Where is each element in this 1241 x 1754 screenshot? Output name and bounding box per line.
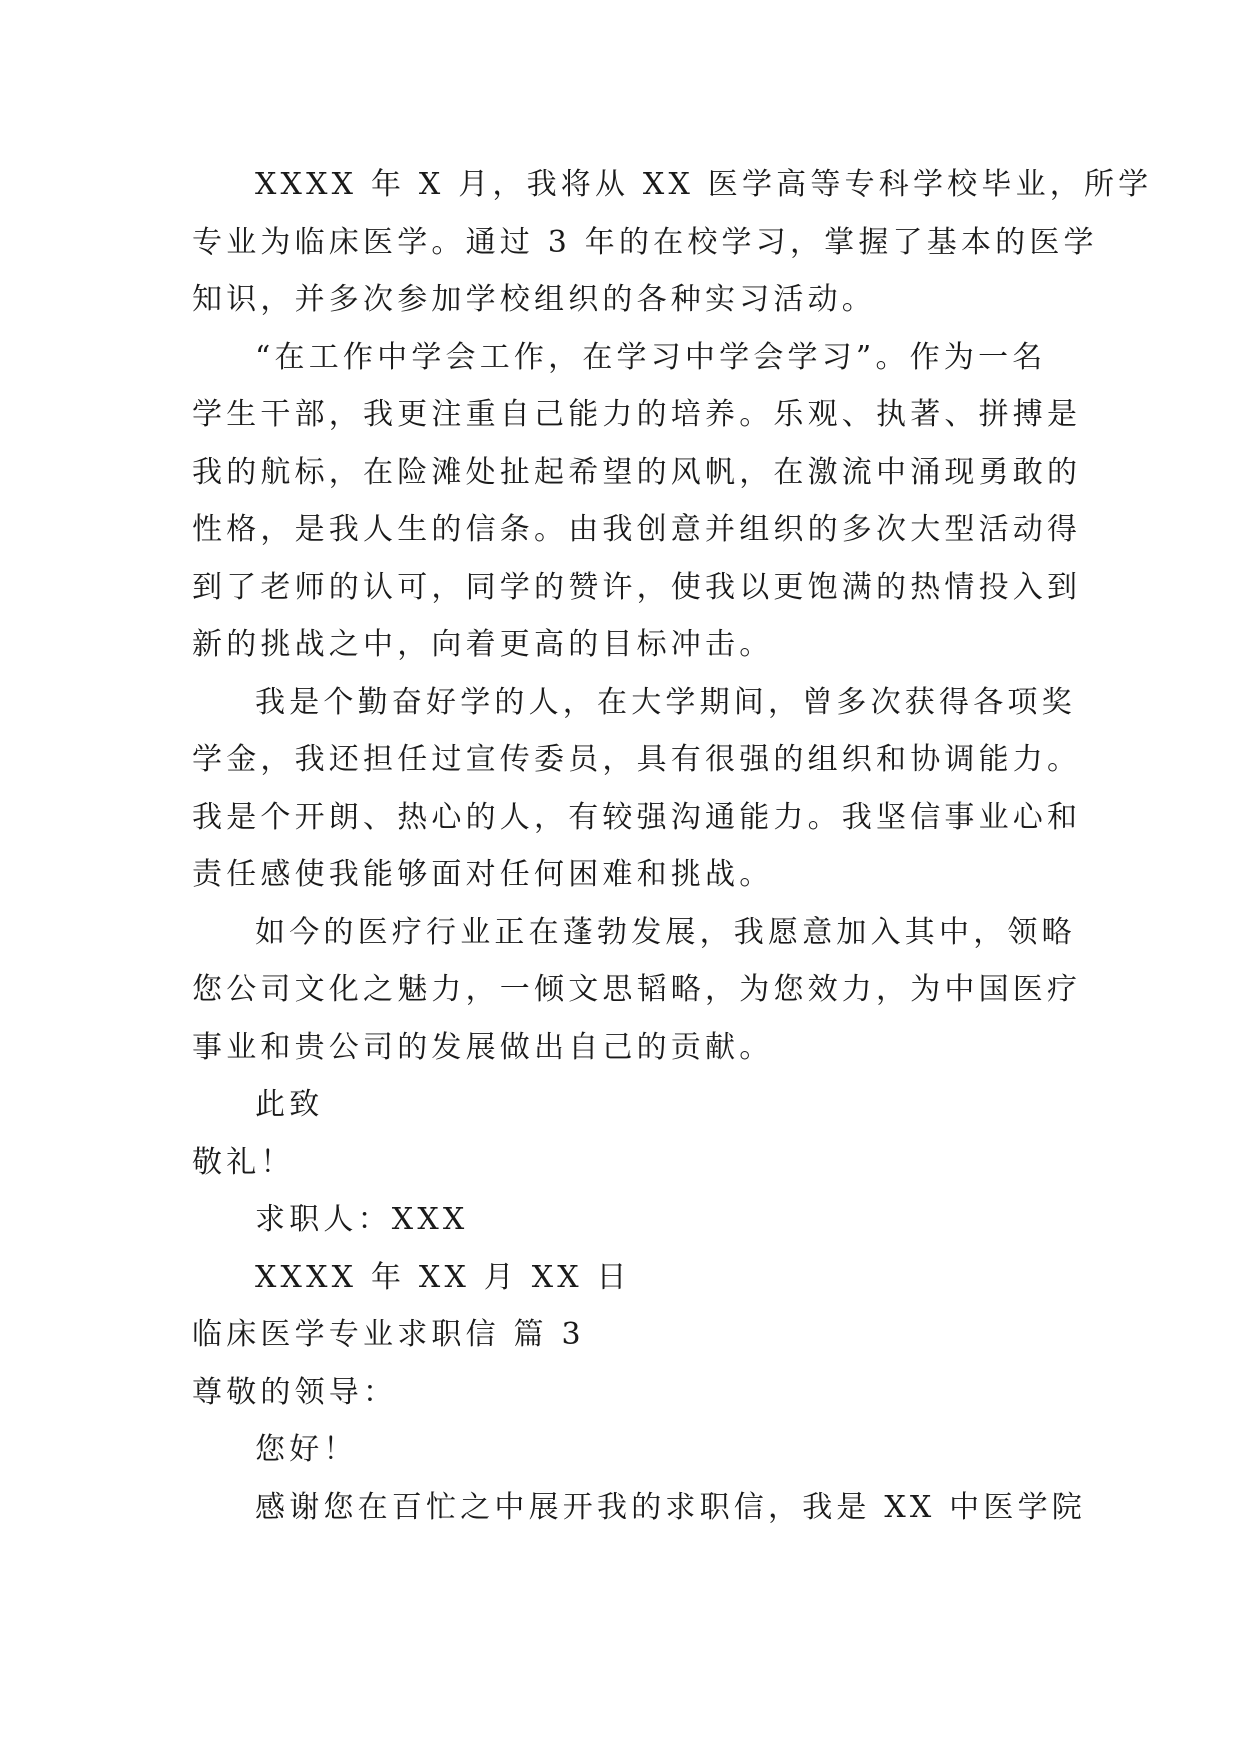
paragraph-2-line-4: 性格，是我人生的信条。由我创意并组织的多次大型活动得 [192, 512, 1082, 547]
paragraph-2-line-2: 学生干部，我更注重自己能力的培养。乐观、执著、拼搏是 [192, 397, 1082, 432]
greeting-hello: 您好！ [255, 1432, 358, 1467]
paragraph-3-line-1: 我是个勤奋好学的人，在大学期间，曾多次获得各项奖 [255, 685, 1076, 720]
section-title: 临床医学专业求职信 篇 3 [192, 1317, 585, 1352]
closing-respect: 敬礼！ [192, 1145, 295, 1180]
paragraph-4-line-1: 如今的医疗行业正在蓬勃发展，我愿意加入其中，领略 [255, 915, 1076, 950]
paragraph-3-line-4: 责任感使我能够面对任何困难和挑战。 [192, 857, 774, 892]
signature-date: XXXX 年 XX 月 XX 日 [255, 1260, 631, 1295]
paragraph-4-line-3: 事业和贵公司的发展做出自己的贡献。 [192, 1030, 774, 1065]
paragraph-1-line-3: 知识，并多次参加学校组织的各种实习活动。 [192, 282, 876, 317]
paragraph-1-line-1: XXXX 年 X 月，我将从 XX 医学高等专科学校毕业，所学 [255, 167, 1153, 202]
closing-salutation: 此致 [255, 1087, 324, 1122]
paragraph-3-line-2: 学金，我还担任过宣传委员，具有很强的组织和协调能力。 [192, 742, 1082, 777]
greeting-addressee: 尊敬的领导： [192, 1375, 398, 1410]
paragraph-2-line-5: 到了老师的认可，同学的赞许，使我以更饱满的热情投入到 [192, 570, 1082, 605]
paragraph-2-line-6: 新的挑战之中，向着更高的目标冲击。 [192, 627, 774, 662]
paragraph-4-line-2: 您公司文化之魅力，一倾文思韬略，为您效力，为中国医疗 [192, 972, 1082, 1007]
signature-applicant: 求职人：XXX [255, 1202, 469, 1237]
paragraph-2-line-3: 我的航标，在险滩处扯起希望的风帆，在激流中涌现勇敢的 [192, 455, 1082, 490]
paragraph-1-line-2: 专业为临床医学。通过 3 年的在校学习，掌握了基本的医学 [192, 225, 1098, 260]
paragraph-5-line-1: 感谢您在百忙之中展开我的求职信，我是 XX 中医学院 [255, 1490, 1086, 1525]
paragraph-2-line-1: “在工作中学会工作，在学习中学会学习”。作为一名 [255, 340, 1047, 375]
paragraph-3-line-3: 我是个开朗、热心的人，有较强沟通能力。我坚信事业心和 [192, 800, 1082, 835]
